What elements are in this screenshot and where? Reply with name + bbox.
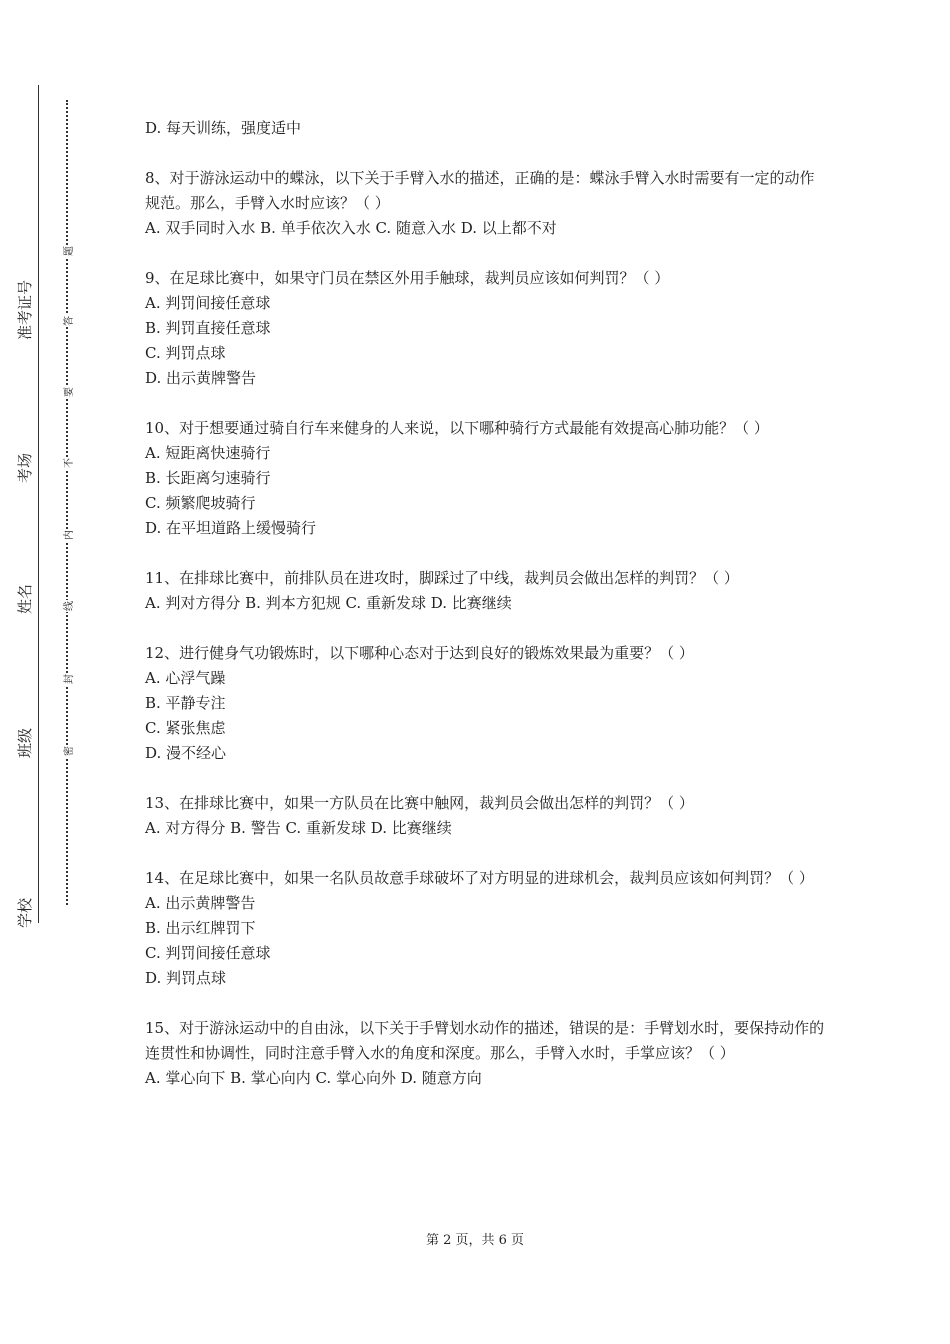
question-7-tail bbox=[145, 116, 825, 141]
options-inline: A. 掌心向下 B. 掌心向内 C. 掌心向外 D. 随意方向 bbox=[145, 1069, 482, 1087]
option-c: C. 频繁爬坡骑行 bbox=[145, 494, 256, 512]
option-a: A. 心浮气躁 bbox=[145, 669, 226, 687]
question-12 bbox=[145, 641, 825, 766]
question-10 bbox=[145, 416, 825, 541]
question-11 bbox=[145, 566, 825, 616]
seal-char-5: 内 bbox=[60, 529, 75, 541]
question-15 bbox=[145, 1016, 825, 1091]
question-stem: 15、对于游泳运动中的自由泳，以下关于手臂划水动作的描述，错误的是：手臂划水时，要保持动作的连贯性和协调性，同时注意手臂入水的角度和深度。那么，手臂入水时，手掌应该？（ ） bbox=[145, 1019, 825, 1062]
seal-char-6: 线 bbox=[60, 600, 75, 612]
label-school: 学校 bbox=[16, 897, 34, 928]
seal-char-4: 不 bbox=[60, 457, 75, 469]
option-c: C. 判罚点球 bbox=[145, 344, 226, 362]
question-14 bbox=[145, 866, 825, 991]
label-exam-number: 准考证号 bbox=[16, 279, 34, 340]
options-inline: A. 双手同时入水 B. 单手依次入水 C. 随意入水 D. 以上都不对 bbox=[145, 219, 557, 237]
label-class: 班级 bbox=[16, 727, 34, 758]
option-b: B. 平静专注 bbox=[145, 694, 226, 712]
option-c: C. 紧张焦虑 bbox=[145, 719, 226, 737]
option-d: D. 每天训练，强度适中 bbox=[145, 119, 302, 137]
question-stem: 13、在排球比赛中，如果一方队员在比赛中触网，裁判员会做出怎样的判罚？（ ） bbox=[145, 794, 694, 812]
question-stem: 9、在足球比赛中，如果守门员在禁区外用手触球，裁判员应该如何判罚？（ ） bbox=[145, 269, 670, 287]
option-d: D. 在平坦道路上缓慢骑行 bbox=[145, 519, 317, 537]
seal-char-8: 密 bbox=[60, 745, 75, 757]
question-stem: 8、对于游泳运动中的蝶泳，以下关于手臂入水的描述，正确的是：蝶泳手臂入水时需要有一定的动作规范。那么，手臂入水时应该？（ ） bbox=[145, 169, 815, 212]
seal-char-2: 答 bbox=[60, 315, 75, 327]
options-inline: A. 对方得分 B. 警告 C. 重新发球 D. 比赛继续 bbox=[145, 819, 452, 837]
option-d: D. 判罚点球 bbox=[145, 969, 227, 987]
question-stem: 12、进行健身气功锻炼时，以下哪种心态对于达到良好的锻炼效果最为重要？（ ） bbox=[145, 644, 694, 662]
question-stem: 14、在足球比赛中，如果一名队员故意手球破坏了对方明显的进球机会，裁判员应该如何判罚？（ ） bbox=[145, 869, 814, 887]
option-a: A. 出示黄牌警告 bbox=[145, 894, 256, 912]
option-a: A. 判罚间接任意球 bbox=[145, 294, 271, 312]
question-9 bbox=[145, 266, 825, 391]
question-8 bbox=[145, 166, 825, 241]
seal-char-3: 要 bbox=[60, 386, 75, 398]
option-b: B. 判罚直接任意球 bbox=[145, 319, 271, 337]
option-c: C. 判罚间接任意球 bbox=[145, 944, 271, 962]
question-list bbox=[145, 116, 825, 1116]
page-number: 第 2 页，共 6 页 bbox=[425, 1233, 525, 1248]
question-stem: 11、在排球比赛中，前排队员在进攻时，脚踩过了中线，裁判员会做出怎样的判罚？（ ） bbox=[145, 569, 739, 587]
option-d: D. 出示黄牌警告 bbox=[145, 369, 257, 387]
label-exam-room: 考场 bbox=[16, 452, 34, 483]
option-a: A. 短距离快速骑行 bbox=[145, 444, 271, 462]
seal-char-1: 题 bbox=[60, 245, 75, 257]
label-name: 姓名 bbox=[16, 583, 34, 614]
option-b: B. 出示红牌罚下 bbox=[145, 919, 256, 937]
question-stem: 10、对于想要通过骑自行车来健身的人来说，以下哪种骑行方式最能有效提高心肺功能？（ ） bbox=[145, 419, 769, 437]
seal-char-7: 封 bbox=[60, 673, 75, 685]
option-d: D. 漫不经心 bbox=[145, 744, 227, 762]
binding-dotted-line bbox=[66, 100, 68, 905]
options-inline: A. 判对方得分 B. 判本方犯规 C. 重新发球 D. 比赛继续 bbox=[145, 594, 512, 612]
binding-solid-line bbox=[38, 85, 39, 923]
option-b: B. 长距离匀速骑行 bbox=[145, 469, 271, 487]
question-13 bbox=[145, 791, 825, 841]
